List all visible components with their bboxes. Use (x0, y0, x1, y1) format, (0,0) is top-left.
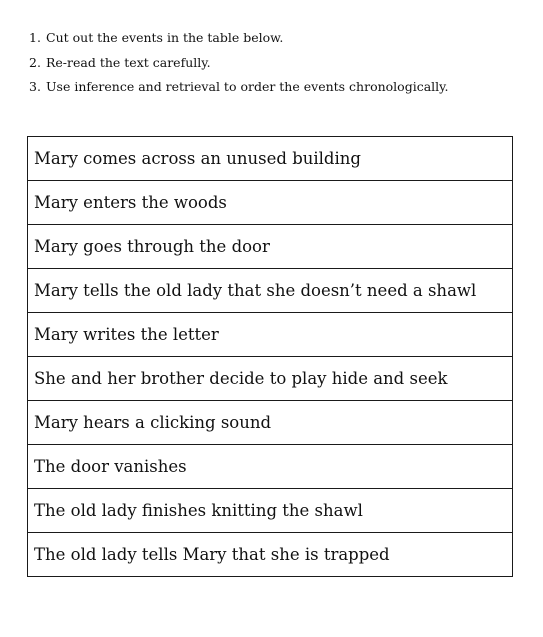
event-cell: The door vanishes (28, 445, 513, 489)
instruction-text: Re-read the text carefully. (46, 54, 211, 70)
instruction-item (29, 26, 449, 51)
instruction-item (29, 51, 449, 76)
table-row (28, 533, 513, 577)
table-row (28, 181, 513, 225)
events-table (27, 136, 513, 577)
event-cell: Mary tells the old lady that she doesn’t need a shawl (28, 269, 513, 313)
table-row (28, 313, 513, 357)
instruction-number: 2. (29, 54, 41, 70)
instruction-number: 1. (29, 30, 41, 45)
table-row (28, 357, 513, 401)
event-cell: The old lady tells Mary that she is trapped (28, 533, 513, 577)
instructions-list (29, 26, 449, 100)
table-row (28, 401, 513, 445)
instruction-text: Cut out the events in the table below. (46, 30, 284, 45)
event-cell: Mary writes the letter (28, 313, 513, 357)
table-row (28, 269, 513, 313)
event-cell: Mary comes across an unused building (28, 137, 513, 181)
event-cell: She and her brother decide to play hide and seek (28, 357, 513, 401)
instruction-text: Use inference and retrieval to order the events chronologically. (46, 79, 449, 94)
instruction-number: 3. (29, 79, 41, 94)
event-cell: Mary enters the woods (28, 181, 513, 225)
instruction-item (29, 75, 449, 100)
table-row (28, 445, 513, 489)
event-cell: Mary hears a clicking sound (28, 401, 513, 445)
event-cell: The old lady finishes knitting the shawl (28, 489, 513, 533)
table-row (28, 489, 513, 533)
table-row (28, 137, 513, 181)
table-row (28, 225, 513, 269)
event-cell: Mary goes through the door (28, 225, 513, 269)
